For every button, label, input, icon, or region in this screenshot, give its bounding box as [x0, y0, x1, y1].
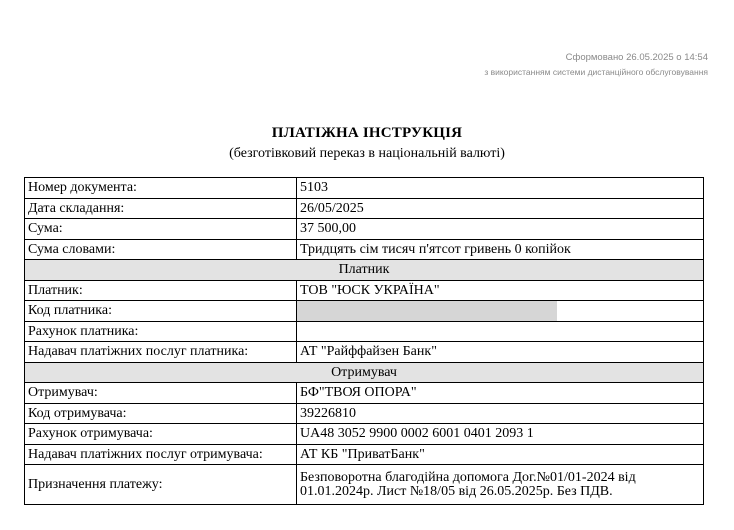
row-amount-words — [25, 239, 704, 260]
row-payer-account — [25, 321, 704, 342]
recipient-code-label: Код отримувача: — [25, 403, 297, 424]
payer-name-label: Платник: — [25, 280, 297, 301]
row-recipient-account — [25, 424, 704, 445]
row-purpose — [25, 465, 704, 505]
recipient-account-value: UA48 3052 9900 0002 6001 0401 2093 1 — [297, 424, 704, 445]
payer-code-label: Код платника: — [25, 301, 297, 322]
recipient-section-header — [25, 362, 704, 383]
row-recipient-code — [25, 403, 704, 424]
row-date — [25, 198, 704, 219]
payer-account-value — [297, 321, 704, 342]
payer-account-label: Рахунок платника: — [25, 321, 297, 342]
payer-name-value: ТОВ "ЮСК УКРАЇНА" — [297, 280, 704, 301]
row-recipient-bank — [25, 444, 704, 465]
recipient-bank-label: Надавач платіжних послуг отримувача: — [25, 444, 297, 465]
generated-timestamp: Сформовано 26.05.2025 о 14:54 — [565, 52, 708, 63]
row-payer-code — [25, 301, 704, 322]
recipient-name-label: Отримувач: — [25, 383, 297, 404]
purpose-label: Призначення платежу: — [25, 465, 297, 505]
recipient-bank-value: АТ КБ "ПриватБанк" — [297, 444, 704, 465]
payer-section-header — [25, 260, 704, 281]
date-label: Дата складання: — [25, 198, 297, 219]
recipient-name-value: БФ"ТВОЯ ОПОРА" — [297, 383, 704, 404]
redaction-box — [297, 301, 557, 322]
payer-bank-label: Надавач платіжних послуг платника: — [25, 342, 297, 363]
payer-section-title: Платник — [25, 260, 704, 281]
payer-code-cell — [297, 301, 704, 322]
amount-words-value: Тридцять сім тисяч п'ятсот гривень 0 копійок — [297, 239, 704, 260]
recipient-account-label: Рахунок отримувача: — [25, 424, 297, 445]
amount-value: 37 500,00 — [297, 219, 704, 240]
doc-number-value: 5103 — [297, 178, 704, 199]
row-payer-bank — [25, 342, 704, 363]
date-value: 26/05/2025 — [297, 198, 704, 219]
row-amount — [25, 219, 704, 240]
row-doc-number — [25, 178, 704, 199]
document-title: ПЛАТІЖНА ІНСТРУКЦІЯ — [271, 125, 463, 141]
recipient-section-title: Отримувач — [25, 362, 704, 383]
document-subtitle: (безготівковий переказ в національній валюті) — [229, 146, 505, 161]
row-recipient-name — [25, 383, 704, 404]
amount-words-label: Сума словами: — [25, 239, 297, 260]
amount-label: Сума: — [25, 219, 297, 240]
recipient-code-value: 39226810 — [297, 403, 704, 424]
purpose-value: Безповоротна благодійна допомога Дог.№01/01-2024 від 01.01.2024р. Лист №18/05 від 26.05.2025р. Без ПДВ. — [297, 465, 704, 505]
payer-bank-value: АТ "Райффайзен Банк" — [297, 342, 704, 363]
payment-instruction-table — [24, 177, 704, 505]
system-note: з використанням системи дистанційного обслуговування — [484, 67, 708, 77]
doc-number-label: Номер документа: — [25, 178, 297, 199]
row-payer-name — [25, 280, 704, 301]
